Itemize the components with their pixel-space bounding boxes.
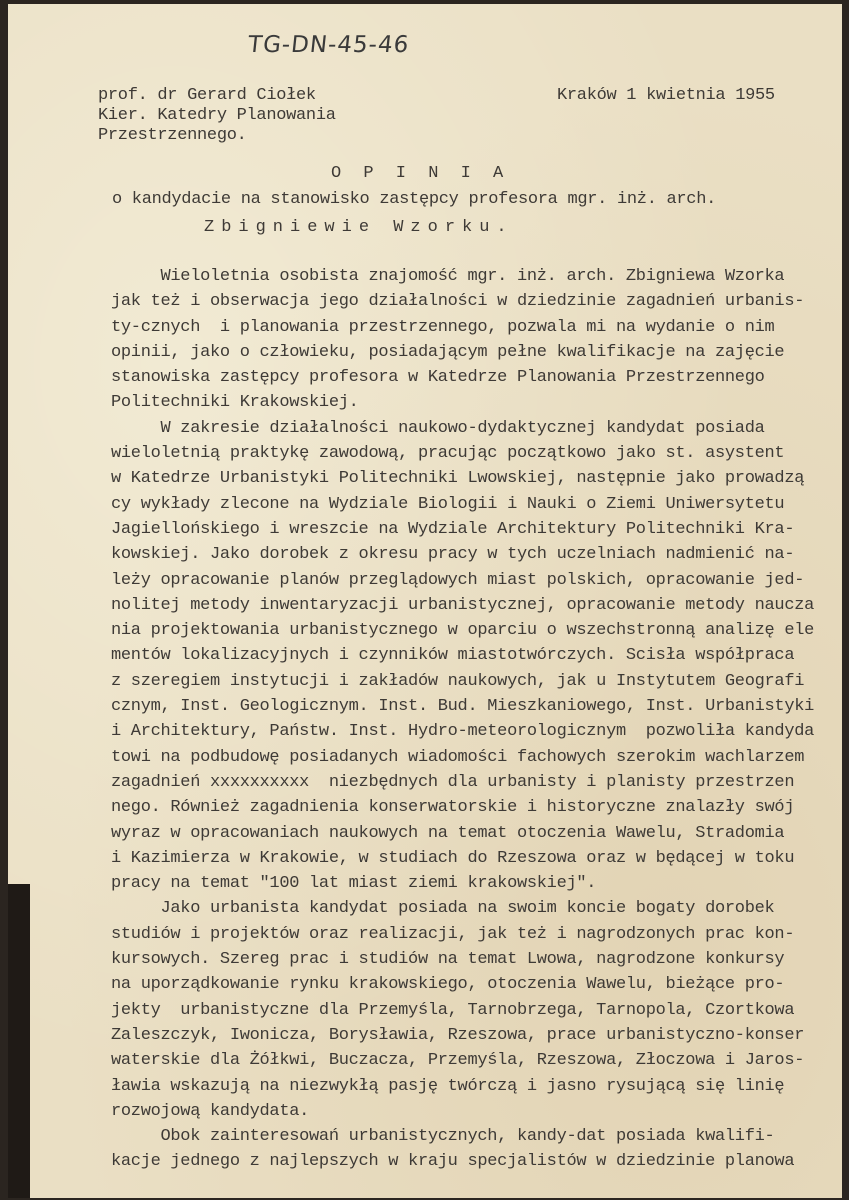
body-line: Wieloletnia osobista znajomość mgr. inż. arch. Zbigniewa Wzorka <box>111 267 785 286</box>
document-title: O P I N I A <box>331 164 510 183</box>
body-line: i Architektury, Państw. Inst. Hydro-meteorologicznym pozwoliła kandyda <box>111 722 815 742</box>
sender-line: Kier. Katedry Planowania <box>98 106 336 125</box>
body-line: zagadnień xxxxxxxxxx niezbędnych dla urbanisty i planisty przestrzen <box>111 772 795 792</box>
body-line: ty-cznych i planowania przestrzennego, pozwala mi na wydanie o nim <box>111 317 775 337</box>
body-line: cy wykłady zlecone na Wydziale Biologii i Nauki o Ziemi Uniwersytetu <box>111 494 785 514</box>
body-line: kursowych. Szereg prac i studiów na temat Lwowa, nagrodzone konkursy <box>111 950 785 970</box>
sender-line: prof. dr Gerard Ciołek <box>98 86 316 105</box>
body-line: leży opracowanie planów przeglądowych miast polskich, opracowanie jed- <box>111 570 805 590</box>
body-line: kacje jednego z najlepszych w kraju specjalistów w dziedzinie planowa <box>111 1152 795 1172</box>
body-line: jekty urbanistyczne dla Przemyśla, Tarnobrzega, Tarnopola, Czortkowa <box>111 1000 795 1020</box>
body-line: cznym, Inst. Geologicznym. Inst. Bud. Mieszkaniowego, Inst. Urbanistyki <box>111 697 815 717</box>
document-page <box>8 4 842 1198</box>
body-line: W zakresie działalności naukowo-dydaktycznej kandydat posiada <box>111 418 765 438</box>
body-line: i Kazimierza w Krakowie, w studiach do Rzeszowa oraz w będącej w toku <box>111 848 795 868</box>
body-line: z szeregiem instytucji i zakładów naukowych, jak u Instytutem Geografi <box>111 671 805 691</box>
body-line: Jagiellońskiego i wreszcie na Wydziale Architektury Politechniki Kra- <box>111 519 795 539</box>
body-line: Jako urbanista kandydat posiada na swoim koncie bogaty dorobek <box>111 899 775 919</box>
body-line: Politechniki Krakowskiej. <box>111 393 359 413</box>
place-date: Kraków 1 kwietnia 1955 <box>557 86 775 105</box>
body-line: w Katedrze Urbanistyki Politechniki Lwowskiej, następnie jako prowadzą <box>111 469 805 489</box>
body-line: rozwojową kandydata. <box>111 1101 310 1121</box>
body-line: waterskie dla Żółkwi, Buczacza, Przemyśla, Rzeszowa, Złoczowa i Jaros- <box>111 1051 805 1071</box>
document-subtitle: o kandydacie na stanowisko zastępcy profesora mgr. inż. arch. <box>112 190 717 209</box>
sender-line: Przestrzennego. <box>98 126 247 145</box>
body-line: na uporządkowanie rynku krakowskiego, otoczenia Wawelu, bieżące pro- <box>111 975 785 995</box>
body-line: opinii, jako o człowieku, posiadającym pełne kwalifikacje na zajęcie <box>111 342 785 362</box>
sender-block <box>98 86 336 146</box>
body-line: wieloletnią praktykę zawodową, pracując początkowo jako st. asystent <box>111 444 785 464</box>
body-line: mentów lokalizacyjnych i czynników miastotwórczych. Scisła współpraca <box>111 646 795 666</box>
page-shadow <box>8 884 30 1198</box>
body-line: Zaleszczyk, Iwonicza, Borysławia, Rzeszowa, prace urbanistyczno-konser <box>111 1025 805 1045</box>
body-text <box>111 264 814 1175</box>
body-line: stanowiska zastępcy profesora w Katedrze Planowania Przestrzennego <box>111 368 765 388</box>
handwritten-reference: TG-DN-45-46 <box>246 32 411 58</box>
candidate-name: Zbigniewie Wzorku. <box>204 218 514 237</box>
body-line: nia projektowania urbanistycznego w oparciu o wszechstronną analizę ele <box>111 621 815 641</box>
body-line: kowskiej. Jako dorobek z okresu pracy w tych uczelniach nadmienić na- <box>111 545 795 565</box>
body-line: Obok zainteresowań urbanistycznych, kandy-dat posiada kwalifi- <box>111 1127 775 1147</box>
body-line: wyraz w opracowaniach naukowych na temat otoczenia Wawelu, Stradomia <box>111 823 785 843</box>
body-line: pracy na temat "100 lat miast ziemi krakowskiej". <box>111 874 597 894</box>
body-line: ławia wskazują na niezwykłą pasję twórczą i jasno rysującą się linię <box>111 1076 785 1096</box>
body-line: nego. Również zagadnienia konserwatorskie i historyczne znalazły swój <box>111 798 795 818</box>
body-line: studiów i projektów oraz realizacji, jak też i nagrodzonych prac kon- <box>111 924 795 944</box>
body-line: nolitej metody inwentaryzacji urbanistycznej, opracowanie metody naucza <box>111 595 815 615</box>
body-line: jak też i obserwacja jego działalności w dziedzinie zagadnień urbanis- <box>111 292 805 312</box>
body-line: towi na podbudowę posiadanych wiadomości fachowych szerokim wachlarzem <box>111 747 805 767</box>
